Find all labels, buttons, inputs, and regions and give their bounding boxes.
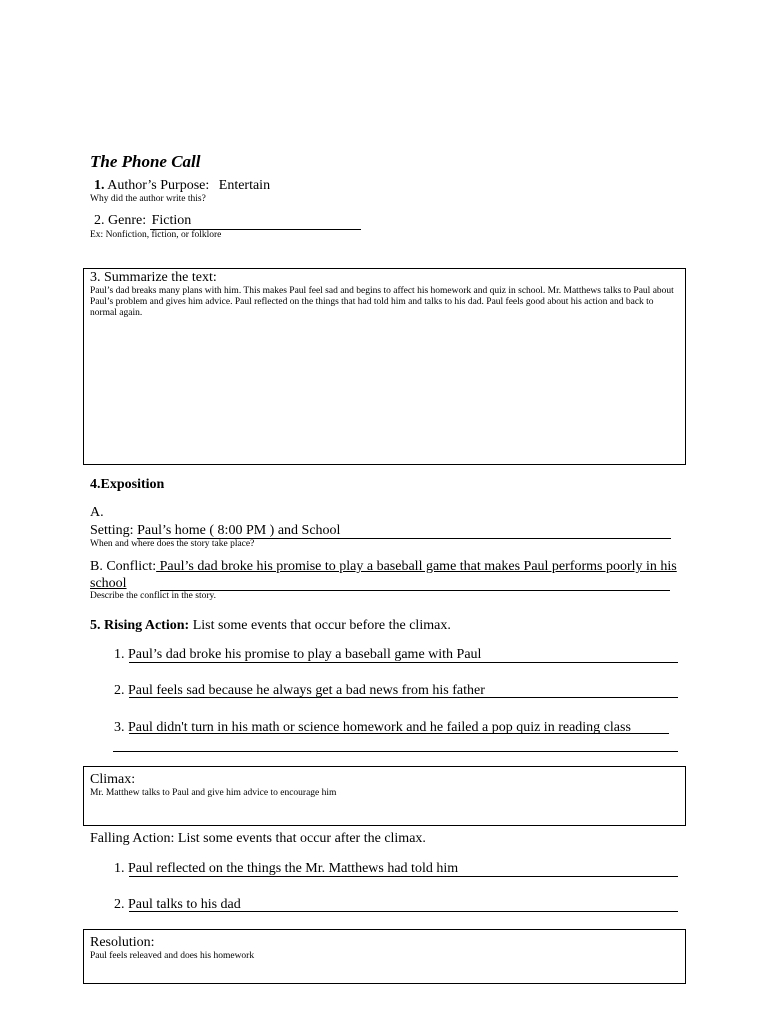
rising-action-heading-rest: List some events that occur before the climax. (189, 618, 451, 633)
genre-question (94, 213, 191, 229)
setting-answer: Paul’s home ( 8:00 PM ) and School (133, 523, 341, 538)
rising-action-item-number: 2. (114, 683, 125, 698)
conflict-hint: Describe the conflict in the story. (90, 591, 217, 601)
rising-action-item-number: 1. (114, 647, 125, 662)
genre-answer: Fiction (151, 213, 192, 228)
falling-action-item-number: 2. (114, 897, 125, 912)
author-purpose-label: Author’s Purpose: (107, 178, 210, 193)
falling-action-line-2 (129, 911, 678, 912)
falling-action-item-1 (114, 861, 458, 877)
rising-action-item-number: 3. (114, 720, 125, 735)
genre-hint: Ex: Nonfiction, fiction, or folklore (90, 230, 222, 240)
rising-action-item-text: Paul feels sad because he always get a bad news from his father (124, 683, 485, 698)
resolution-box (83, 929, 686, 984)
setting-row (90, 523, 340, 539)
conflict-row (90, 558, 696, 592)
setting-label: Setting: (90, 523, 134, 538)
exposition-heading: 4.Exposition (90, 477, 165, 492)
rising-action-line-3a (129, 733, 669, 734)
falling-action-heading: Falling Action: List some events that occur after the climax. (90, 831, 426, 846)
falling-action-item-text: Paul reflected on the things the Mr. Matthews had told him (124, 861, 459, 876)
rising-action-line-2 (129, 697, 678, 698)
rising-action-item-text: Paul’s dad broke his promise to play a baseball game with Paul (124, 647, 482, 662)
page-title: The Phone Call (90, 152, 201, 171)
climax-box (83, 766, 686, 826)
rising-action-heading-bold: 5. Rising Action: (90, 618, 190, 633)
summary-label: 3. Summarize the text: (90, 270, 217, 285)
author-purpose-number: 1. (94, 178, 105, 193)
rising-action-item-1 (114, 647, 481, 663)
conflict-answer: Paul’s dad broke his promise to play a baseball game that makes Paul performs poorly in his school (90, 559, 677, 591)
resolution-text: Paul feels releaved and does his homework (90, 951, 255, 961)
genre-label: 2. Genre: (94, 213, 147, 228)
summary-text: Paul’s dad breaks many plans with him. This makes Paul feel sad and begins to affect his homework and quiz in school. Mr. Matthews talks to Paul about Paul’s problem and gives him advice. Paul reflected on the things that had told him and talks to his dad. Paul feels good about his action and back to normal again. (90, 286, 674, 318)
falling-action-line-1 (129, 876, 678, 877)
conflict-answer-line (160, 590, 670, 591)
setting-hint: When and where does the story take place? (90, 539, 255, 549)
rising-action-item-text: Paul didn't turn in his math or science homework and he failed a pop quiz in reading class (124, 720, 631, 735)
rising-action-line-1 (129, 662, 678, 663)
author-purpose-answer: Entertain (218, 178, 271, 193)
conflict-label: B. Conflict: (90, 559, 157, 574)
resolution-label: Resolution: (90, 935, 155, 950)
author-purpose-hint: Why did the author write this? (90, 194, 206, 204)
falling-action-item-text: Paul talks to his dad (124, 897, 241, 912)
rising-action-line-3b (113, 751, 678, 752)
rising-action-heading (90, 618, 451, 634)
summary-box (83, 268, 686, 465)
climax-label: Climax: (90, 772, 136, 787)
exposition-a-label: A. (90, 505, 104, 520)
falling-action-item-number: 1. (114, 861, 125, 876)
author-purpose-question (94, 178, 270, 194)
climax-text: Mr. Matthew talks to Paul and give him advice to encourage him (90, 788, 337, 798)
